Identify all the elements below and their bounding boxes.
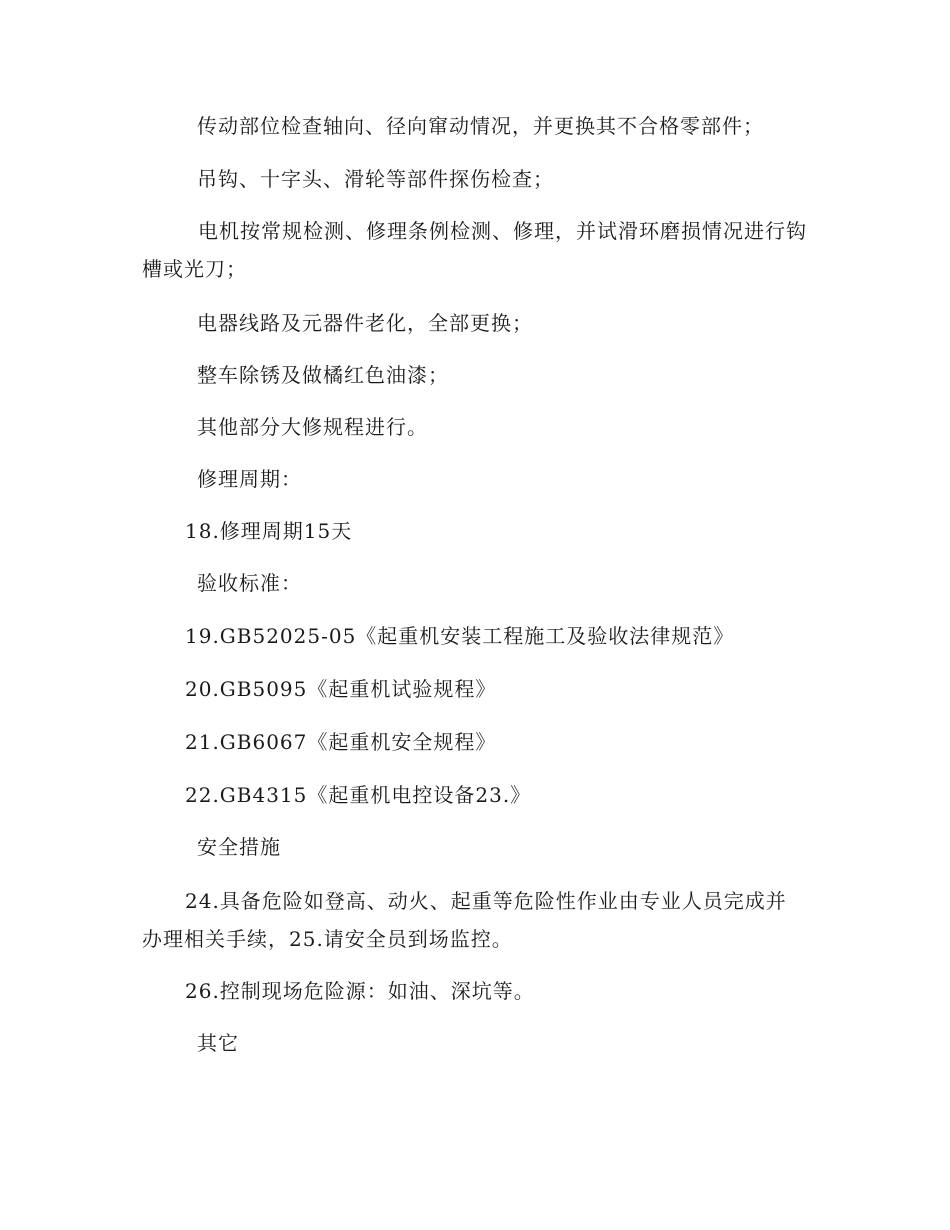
heading-repair-cycle: 修理周期： [197, 467, 302, 491]
paragraph-motor-repair: 电机按常规检测、修理条例检测、修理，并试滑环磨损情况进行钩槽或光刀； [142, 219, 807, 281]
list-item-22: 22.GB4315《起重机电控设备23.》 [185, 783, 532, 807]
paragraph-hook-inspection: 吊钩、十字头、滑轮等部件探伤检查； [197, 167, 554, 191]
heading-safety-measures: 安全措施 [197, 835, 281, 859]
list-item-18: 18.修理周期15天 [185, 519, 353, 543]
list-item-21: 21.GB6067《起重机安全规程》 [185, 730, 497, 754]
list-item-24: 24.具备危险如登高、动火、起重等危险性作业由专业人员完成并办理相关手续，25.请安全员到场监控。 [142, 889, 787, 951]
list-item-26: 26.控制现场危险源：如油、深坑等。 [185, 979, 535, 1003]
list-item-19: 19.GB52025-05《起重机安装工程施工及验收法律规范》 [185, 624, 735, 648]
heading-other: 其它 [197, 1031, 239, 1055]
paragraph-other-parts: 其他部分大修规程进行。 [197, 415, 428, 439]
paragraph-transmission-check: 传动部位检查轴向、径向窜动情况，并更换其不合格零部件； [197, 114, 764, 138]
heading-acceptance-standard: 验收标准： [197, 571, 302, 595]
list-item-20: 20.GB5095《起重机试验规程》 [185, 677, 497, 701]
paragraph-electrical-replacement: 电器线路及元器件老化，全部更换； [197, 311, 533, 335]
paragraph-painting: 整车除锈及做橘红色油漆； [197, 363, 449, 387]
